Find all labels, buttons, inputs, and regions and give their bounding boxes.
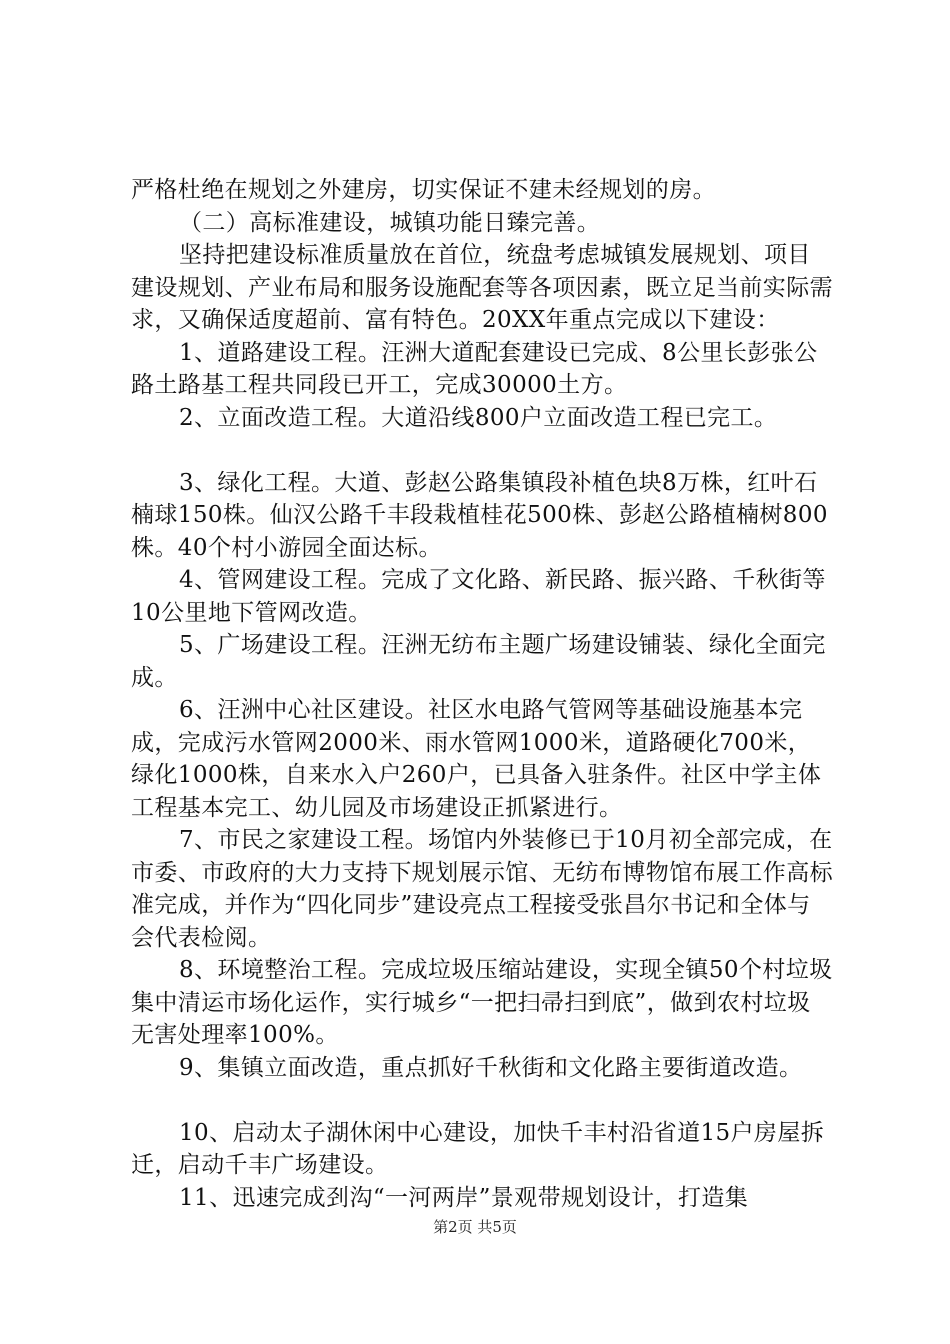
list-item-5: 5、广场建设工程。汪洲无纺布主题广场建设铺装、绿化全面完成。 (131, 632, 826, 691)
list-item-2: 2、立面改造工程。大道沿线800户立面改造工程已完工。 (179, 404, 778, 431)
list-item-10: 10、启动太子湖休闲中心建设，加快千丰村沿省道15户房屋拆迁，启动千丰广场建设。 (131, 1119, 825, 1178)
list-item-6: 6、汪洲中心社区建设。社区水电路气管网等基础设施基本完成，完成污水管网2000米、雨水管网1000米，道路硬化700米，绿化1000株，自来水入户260户，已具备入驻条件。社区中学主体工程基本完工、幼儿园及市场建设正抓紧进行。 (131, 697, 822, 821)
paragraph-continuation: 严格杜绝在规划之外建房，切实保证不建未经规划的房。 (131, 177, 716, 203)
list-item-1: 1、道路建设工程。汪洲大道配套建设已完成、8公里长彭张公路土路基工程共同段已开工，完成30000土方。 (131, 339, 818, 398)
list-item-11: 11、迅速完成刭沟“一河两岸”景观带规划设计，打造集 (179, 1184, 749, 1211)
document-body (131, 174, 833, 1214)
list-item-9: 9、集镇立面改造，重点抓好千秋街和文化路主要街道改造。 (179, 1054, 803, 1081)
list-item-7: 7、市民之家建设工程。场馆内外装修已于10月初全部完成，在市委、市政府的大力支持下规划展示馆、无纺布博物馆布展工作高标准完成，并作为“四化同步”建设亮点工程接受张昌尔书记和全体与会代表检阅。 (131, 827, 833, 951)
page-number-footer: 第2页 共5页 (433, 1218, 517, 1236)
list-item-4: 4、管网建设工程。完成了文化路、新民路、振兴路、千秋街等10公里地下管网改造。 (131, 567, 826, 626)
section-heading: （二）高标准建设，城镇功能日臻完善。 (179, 209, 601, 236)
list-item-8: 8、环境整治工程。完成垃圾压缩站建设，实现全镇50个村垃圾集中清运市场化运作，实行城乡“一把扫帚扫到底”，做到农村垃圾无害处理率100%。 (131, 957, 833, 1048)
list-item-3: 3、绿化工程。大道、彭赵公路集镇段补植色块8万株，红叶石楠球150株。仙汉公路千丰段栽植桂花500株、彭赵公路植楠树800株。40个村小游园全面达标。 (131, 469, 828, 561)
blank-line (131, 434, 833, 467)
paragraph-intro: 坚持把建设标准质量放在首位，统盘考虑城镇发展规划、项目建设规划、产业布局和服务设施配套等各项因素，既立足当前实际需求，又确保适度超前、富有特色。20XX年重点完成以下建设： (131, 242, 833, 333)
blank-line (131, 1084, 833, 1117)
